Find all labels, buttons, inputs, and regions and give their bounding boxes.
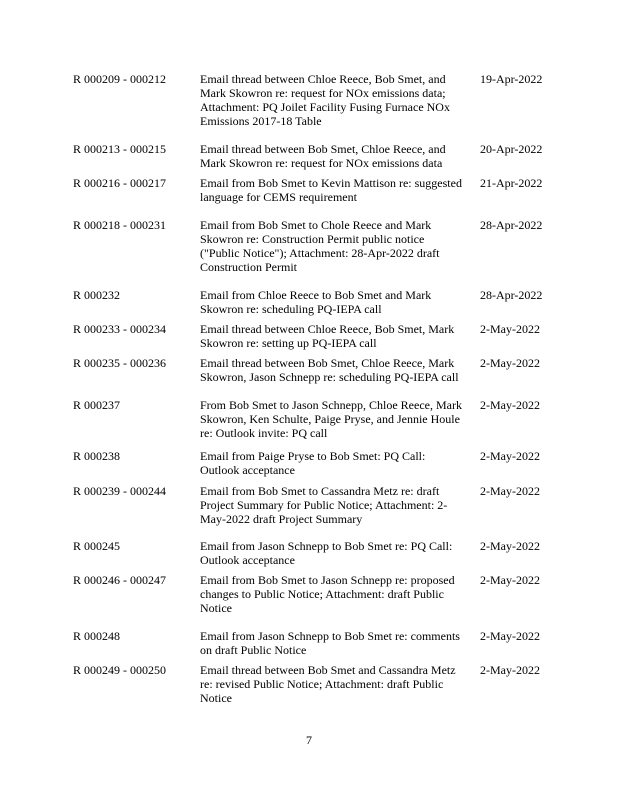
bates-range: R 000216 - 000217 (73, 176, 166, 190)
bates-range: R 000209 - 000212 (73, 72, 166, 86)
entry-description: Email thread between Bob Smet and Cassandra Metz re: revised Public Notice; Attachment: draft Public Notice (200, 663, 456, 705)
bates-range: R 000213 - 000215 (73, 142, 166, 156)
bates-range: R 000246 - 000247 (73, 573, 166, 587)
entry-description: Email from Jason Schnepp to Bob Smet re: PQ Call: Outlook acceptance (200, 539, 453, 567)
entry-description: Email from Paige Pryse to Bob Smet: PQ Call: Outlook acceptance (200, 449, 426, 477)
entry-date: 2-May-2022 (480, 322, 540, 336)
entry-description: Email from Bob Smet to Kevin Mattison re: suggested language for CEMS requirement (200, 176, 462, 204)
bates-range: R 000232 (73, 288, 121, 302)
entry-date: 2-May-2022 (480, 573, 540, 587)
entry-date: 2-May-2022 (480, 356, 540, 370)
entry-date: 21-Apr-2022 (480, 176, 543, 190)
entry-date: 20-Apr-2022 (480, 142, 543, 156)
entry-date: 2-May-2022 (480, 663, 540, 677)
entry-description: Email thread between Chloe Reece, Bob Smet, Mark Skowron re: setting up PQ-IEPA call (200, 322, 455, 350)
bates-range: R 000245 (73, 539, 121, 553)
bates-range: R 000233 - 000234 (73, 322, 166, 336)
bates-range: R 000237 (73, 398, 121, 412)
bates-range: R 000239 - 000244 (73, 484, 166, 498)
entry-date: 19-Apr-2022 (480, 72, 543, 86)
entry-description: Email thread between Chloe Reece, Bob Smet, and Mark Skowron re: request for NOx emissions data; Attachment: PQ Joilet Facility Fusing Furnace NOx Emissions 2017-18 Table (200, 72, 450, 128)
entry-date: 28-Apr-2022 (480, 288, 543, 302)
entry-description: Email from Bob Smet to Jason Schnepp re: proposed changes to Public Notice; Attachment: draft Public Notice (200, 573, 455, 615)
entry-date: 2-May-2022 (480, 449, 540, 463)
entry-date: 28-Apr-2022 (480, 218, 543, 232)
entry-description: Email thread between Bob Smet, Chloe Reece, Mark Skowron, Jason Schnepp re: scheduling PQ-IEPA call (200, 356, 459, 384)
entry-description: Email from Chloe Reece to Bob Smet and Mark Skowron re: scheduling PQ-IEPA call (200, 288, 432, 316)
bates-range: R 000238 (73, 449, 121, 463)
entry-date: 2-May-2022 (480, 484, 540, 498)
bates-range: R 000218 - 000231 (73, 218, 166, 232)
entry-date: 2-May-2022 (480, 398, 540, 412)
entry-date: 2-May-2022 (480, 539, 540, 553)
entry-description: Email from Jason Schnepp to Bob Smet re: comments on draft Public Notice (200, 629, 460, 657)
bates-range: R 000249 - 000250 (73, 663, 166, 677)
page-number: 7 (306, 733, 312, 747)
entry-date: 2-May-2022 (480, 629, 540, 643)
entry-description: Email from Bob Smet to Chole Reece and Mark Skowron re: Construction Permit public notice ("Public Notice"); Attachment: 28-Apr-2022 draft Construction Permit (200, 218, 440, 274)
entry-description: Email from Bob Smet to Cassandra Metz re: draft Project Summary for Public Notice; Attachment: 2-May-2022 draft Project Summary (200, 484, 448, 526)
bates-range: R 000235 - 000236 (73, 356, 166, 370)
entry-description: Email thread between Bob Smet, Chloe Reece, and Mark Skowron re: request for NOx emissions data (200, 142, 446, 170)
entry-description: From Bob Smet to Jason Schnepp, Chloe Reece, Mark Skowron, Ken Schulte, Paige Pryse, and Jennie Houle re: Outlook invite: PQ call (200, 398, 462, 440)
bates-range: R 000248 (73, 629, 121, 643)
